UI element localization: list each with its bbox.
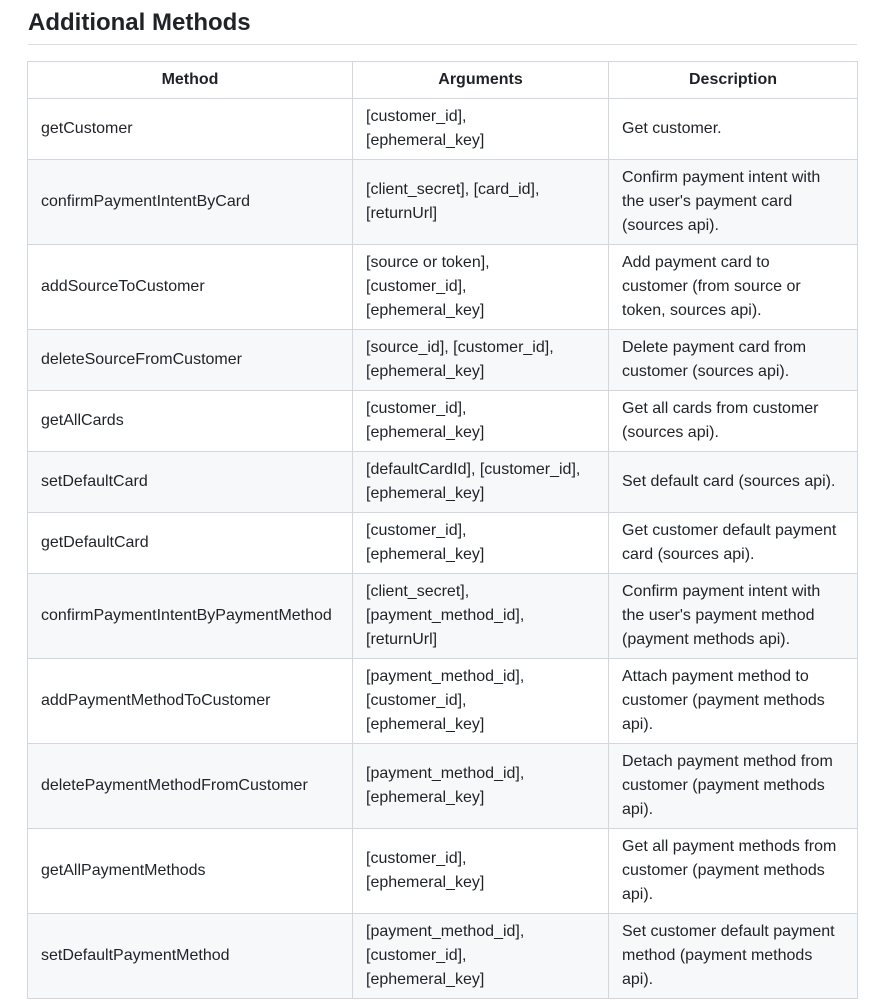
table-row: [28, 452, 858, 513]
method-name-cell: confirmPaymentIntentByPaymentMethod: [28, 574, 353, 659]
argument-line: [ephemeral_key]: [366, 546, 485, 563]
arguments-cell: [353, 99, 609, 160]
arguments-cell: [353, 160, 609, 245]
argument-line: [ephemeral_key]: [366, 424, 485, 441]
argument-line: [ephemeral_key]: [366, 716, 485, 733]
description-line: Get all payment methods from: [622, 838, 837, 855]
method-name-cell: deleteSourceFromCustomer: [28, 330, 353, 391]
argument-line: [customer_id],: [366, 947, 467, 964]
table-header: [28, 62, 858, 99]
description-line: Get all cards from customer: [622, 400, 819, 417]
table-row: [28, 659, 858, 744]
header-row: [28, 62, 858, 99]
method-name-cell: setDefaultCard: [28, 452, 353, 513]
method-name-cell: addPaymentMethodToCustomer: [28, 659, 353, 744]
argument-line: [ephemeral_key]: [366, 874, 485, 891]
table-row: [28, 574, 858, 659]
description-line: Get customer default payment: [622, 522, 837, 539]
description-line: Set default card (sources api).: [622, 473, 836, 490]
section-heading: Additional Methods: [28, 9, 251, 36]
description-line: Confirm payment intent with: [622, 583, 821, 600]
description-cell: [609, 659, 858, 744]
description-cell: [609, 914, 858, 999]
column-header-arguments: Arguments: [353, 62, 609, 99]
description-line: Set customer default payment: [622, 923, 835, 940]
description-cell: [609, 160, 858, 245]
argument-line: [ephemeral_key]: [366, 363, 485, 380]
argument-line: [customer_id],: [366, 522, 467, 539]
description-cell: [609, 574, 858, 659]
table-row: [28, 99, 858, 160]
argument-line: [ephemeral_key]: [366, 971, 485, 988]
description-line: (sources api).: [622, 424, 719, 441]
method-name-cell: deletePaymentMethodFromCustomer: [28, 744, 353, 829]
description-cell: [609, 330, 858, 391]
argument-line: [client_secret], [card_id],: [366, 181, 540, 198]
table-row: [28, 330, 858, 391]
argument-line: [customer_id],: [366, 278, 467, 295]
arguments-cell: [353, 829, 609, 914]
argument-line: [payment_method_id],: [366, 668, 525, 685]
arguments-cell: [353, 391, 609, 452]
methods-table: [27, 61, 858, 999]
table-row: [28, 829, 858, 914]
method-name-cell: setDefaultPaymentMethod: [28, 914, 353, 999]
table-row: [28, 914, 858, 999]
argument-line: [ephemeral_key]: [366, 485, 485, 502]
argument-line: [ephemeral_key]: [366, 132, 485, 149]
description-line: api).: [622, 801, 654, 818]
description-line: card (sources api).: [622, 546, 755, 563]
description-line: method (payment methods: [622, 947, 813, 964]
description-cell: [609, 99, 858, 160]
description-line: customer (payment methods: [622, 862, 825, 879]
table-row: [28, 744, 858, 829]
description-line: Add payment card to: [622, 254, 770, 271]
method-name-cell: getAllPaymentMethods: [28, 829, 353, 914]
argument-line: [customer_id],: [366, 692, 467, 709]
description-line: Get customer.: [622, 120, 722, 137]
argument-line: [returnUrl]: [366, 205, 438, 222]
table-row: [28, 245, 858, 330]
argument-line: [client_secret],: [366, 583, 470, 600]
description-cell: [609, 744, 858, 829]
arguments-cell: [353, 245, 609, 330]
description-line: customer (payment methods: [622, 692, 825, 709]
argument-line: [payment_method_id],: [366, 923, 525, 940]
arguments-cell: [353, 659, 609, 744]
argument-line: [payment_method_id],: [366, 607, 525, 624]
argument-line: [customer_id],: [366, 400, 467, 417]
method-name-cell: confirmPaymentIntentByCard: [28, 160, 353, 245]
argument-line: [source_id], [customer_id],: [366, 339, 554, 356]
heading-divider: [28, 44, 857, 45]
method-name-cell: getAllCards: [28, 391, 353, 452]
description-line: api).: [622, 716, 654, 733]
description-cell: [609, 391, 858, 452]
description-line: Confirm payment intent with: [622, 169, 821, 186]
description-cell: [609, 513, 858, 574]
description-line: the user's payment method: [622, 607, 815, 624]
description-cell: [609, 245, 858, 330]
description-line: the user's payment card: [622, 193, 793, 210]
arguments-cell: [353, 744, 609, 829]
argument-line: [customer_id],: [366, 108, 467, 125]
argument-line: [returnUrl]: [366, 631, 438, 648]
description-line: token, sources api).: [622, 302, 762, 319]
description-line: customer (payment methods: [622, 777, 825, 794]
arguments-cell: [353, 452, 609, 513]
arguments-cell: [353, 574, 609, 659]
description-line: api).: [622, 971, 654, 988]
description-line: Detach payment method from: [622, 753, 833, 770]
table-row: [28, 513, 858, 574]
table-row: [28, 160, 858, 245]
arguments-cell: [353, 914, 609, 999]
description-line: customer (sources api).: [622, 363, 790, 380]
argument-line: [ephemeral_key]: [366, 789, 485, 806]
description-line: (payment methods api).: [622, 631, 791, 648]
table-row: [28, 391, 858, 452]
arguments-cell: [353, 330, 609, 391]
method-name-cell: getDefaultCard: [28, 513, 353, 574]
column-header-description: Description: [609, 62, 858, 99]
table-body: [28, 99, 858, 999]
method-name-cell: getCustomer: [28, 99, 353, 160]
description-cell: [609, 829, 858, 914]
description-line: Delete payment card from: [622, 339, 807, 356]
argument-line: [source or token],: [366, 254, 490, 271]
argument-line: [defaultCardId], [customer_id],: [366, 461, 581, 478]
arguments-cell: [353, 513, 609, 574]
description-line: (sources api).: [622, 217, 719, 234]
column-header-method: Method: [28, 62, 353, 99]
description-line: customer (from source or: [622, 278, 801, 295]
description-cell: [609, 452, 858, 513]
argument-line: [payment_method_id],: [366, 765, 525, 782]
argument-line: [ephemeral_key]: [366, 302, 485, 319]
description-line: Attach payment method to: [622, 668, 809, 685]
method-name-cell: addSourceToCustomer: [28, 245, 353, 330]
description-line: api).: [622, 886, 654, 903]
argument-line: [customer_id],: [366, 850, 467, 867]
